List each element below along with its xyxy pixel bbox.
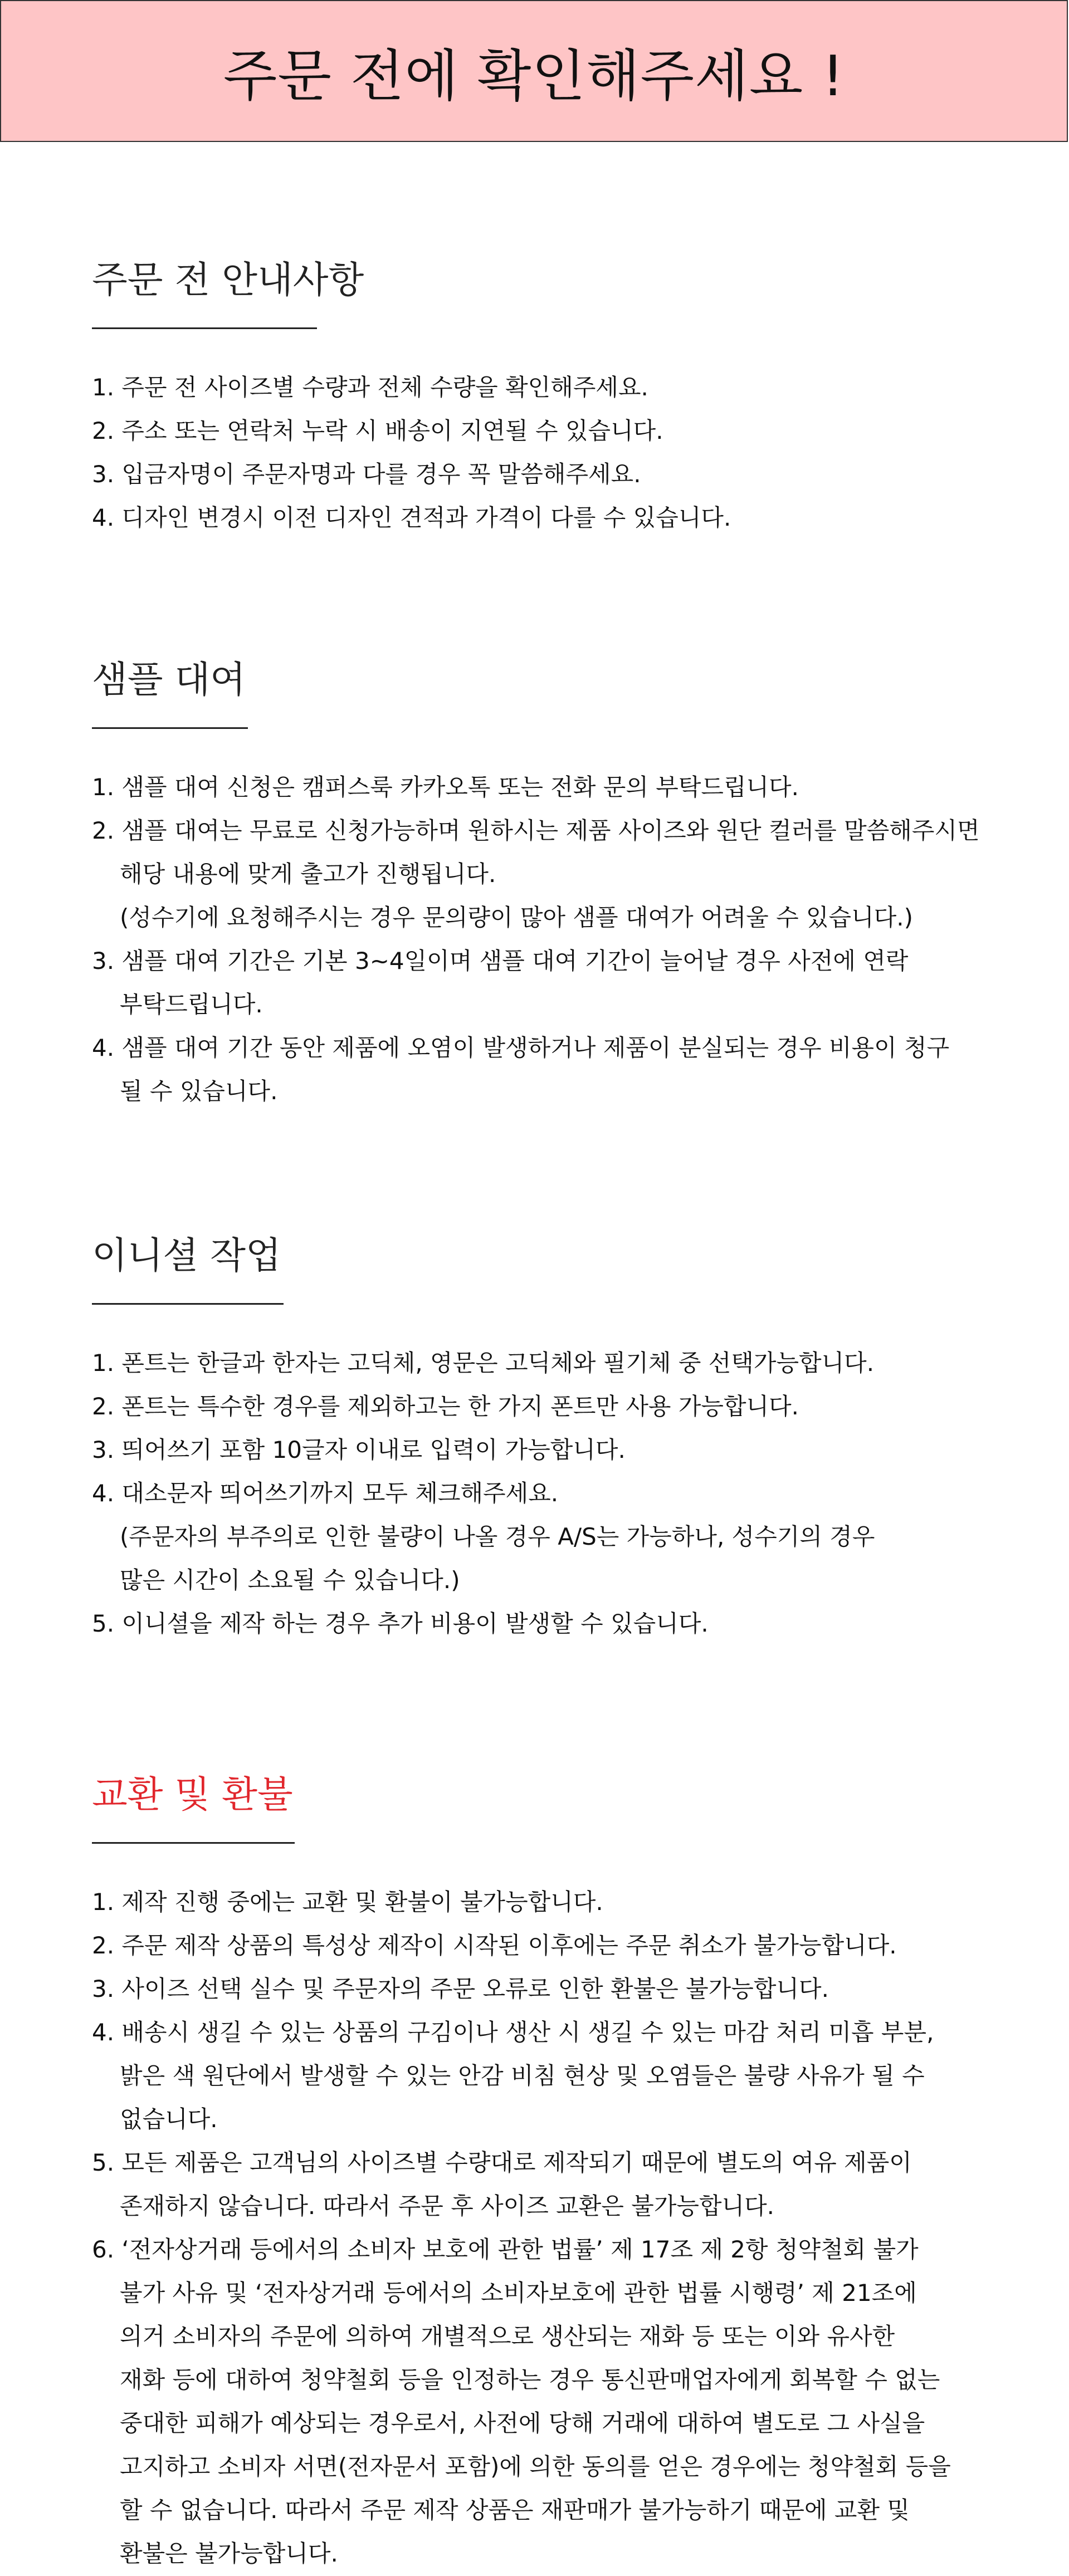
list-item-line: 부탁드립니다. <box>120 991 263 1018</box>
list-item <box>92 939 1039 1026</box>
list-item-line: 중대한 피해가 예상되는 경우로서, 사전에 당해 거래에 대하여 별도로 그 사실을 <box>120 2410 925 2437</box>
list-item-line: 2. 폰트는 특수한 경우를 제외하고는 한 가지 폰트만 사용 가능합니다. <box>92 1393 799 1420</box>
list-item <box>92 2011 1039 2141</box>
list-item-line: 해당 내용에 맞게 출고가 진행됩니다. <box>120 860 496 888</box>
list-item-line: 존재하지 않습니다. 따라서 주문 후 사이즈 교환은 불가능합니다. <box>120 2192 775 2220</box>
list-item-line: 3. 입금자명이 주문자명과 다를 경우 꼭 말씀해주세요. <box>92 461 641 488</box>
list-item-line: 불가 사유 및 ‘전자상거래 등에서의 소비자보호에 관한 법률 시행령’ 제 21조에 <box>120 2279 917 2306</box>
list-item-line: 4. 디자인 변경시 이전 디자인 견적과 가격이 다를 수 있습니다. <box>92 504 731 531</box>
list-item-line: 5. 이니셜을 제작 하는 경우 추가 비용이 발생할 수 있습니다. <box>92 1610 709 1637</box>
section-title: 주문 전 안내사항 <box>92 258 364 301</box>
notice-list <box>92 766 1039 1113</box>
list-item-line: 3. 띄어쓰기 포함 10글자 이내로 입력이 가능합니다. <box>92 1436 626 1463</box>
list-item <box>92 1428 1039 1472</box>
list-item-line: 재화 등에 대하여 청약철회 등을 인정하는 경우 통신판매업자에게 회복할 수 없는 <box>120 2366 940 2393</box>
list-item-line: 2. 주소 또는 연락처 누락 시 배송이 지연될 수 있습니다. <box>92 417 663 444</box>
notice-list <box>92 366 1039 540</box>
banner-title: 주문 전에 확인해주세요 ! <box>223 43 845 109</box>
list-item-line: 4. 대소문자 띄어쓰기까지 모두 체크해주세요. <box>92 1480 559 1507</box>
list-item <box>92 1602 1039 1645</box>
list-item-line: 고지하고 소비자 서면(전자문서 포함)에 의한 동의를 얻은 경우에는 청약철회 등을 <box>120 2453 951 2480</box>
section-title: 이니셜 작업 <box>92 1234 281 1277</box>
list-item-line: 3. 사이즈 선택 실수 및 주문자의 주문 오류로 인한 환불은 불가능합니다. <box>92 1975 829 2002</box>
list-item <box>92 1026 1039 1113</box>
list-item <box>92 809 1039 939</box>
list-item-line: 없습니다. <box>120 2105 218 2133</box>
list-item-line: 1. 폰트는 한글과 한자는 고딕체, 영문은 고딕체와 필기체 중 선택가능합니다. <box>92 1349 875 1377</box>
list-item <box>92 2141 1039 2228</box>
section-initial-work <box>92 1234 1039 1645</box>
list-item-line: (주문자의 부주의로 인한 불량이 나올 경우 A/S는 가능하나, 성수기의 경우 <box>120 1523 875 1550</box>
title-underline <box>92 1842 295 1844</box>
list-item-line: 1. 주문 전 사이즈별 수량과 전체 수량을 확인해주세요. <box>92 374 648 401</box>
list-item-line: (성수기에 요청해주시는 경우 문의량이 많아 샘플 대여가 어려울 수 있습니다.) <box>120 904 914 931</box>
notice-banner <box>0 0 1068 142</box>
list-item <box>92 2228 1039 2575</box>
section-title: 샘플 대여 <box>92 658 246 701</box>
section-title: 교환 및 환불 <box>92 1773 293 1816</box>
list-item-line: 밝은 색 원단에서 발생할 수 있는 안감 비침 현상 및 오염들은 불량 사유가 될 수 <box>120 2062 925 2089</box>
list-item-line: 될 수 있습니다. <box>120 1078 278 1105</box>
list-item <box>92 1880 1039 1924</box>
list-item-line: 3. 샘플 대여 기간은 기본 3~4일이며 샘플 대여 기간이 늘어날 경우 사전에 연락 <box>92 947 909 974</box>
list-item <box>92 409 1039 453</box>
list-item <box>92 1472 1039 1602</box>
list-item-line: 2. 샘플 대여는 무료로 신청가능하며 원하시는 제품 사이즈와 원단 컬러를 말씀해주시면 <box>92 817 980 844</box>
notice-list <box>92 1880 1039 2575</box>
list-item-line: 환불은 불가능합니다. <box>120 2540 338 2567</box>
title-underline <box>92 327 317 329</box>
list-item <box>92 1341 1039 1385</box>
list-item-line: 많은 시간이 소요될 수 있습니다.) <box>120 1566 460 1594</box>
list-item <box>92 453 1039 496</box>
list-item-line: 의거 소비자의 주문에 의하여 개별적으로 생산되는 재화 등 또는 이와 유사한 <box>120 2323 895 2350</box>
title-underline <box>92 727 248 729</box>
list-item-line: 4. 샘플 대여 기간 동안 제품에 오염이 발생하거나 제품이 분실되는 경우 비용이 청구 <box>92 1034 950 1061</box>
list-item-line: 2. 주문 제작 상품의 특성상 제작이 시작된 이후에는 주문 취소가 불가능합니다. <box>92 1932 897 1959</box>
list-item-line: 1. 샘플 대여 신청은 캠퍼스룩 카카오톡 또는 전화 문의 부탁드립니다. <box>92 773 799 801</box>
list-item-line: 할 수 없습니다. 따라서 주문 제작 상품은 재판매가 불가능하기 때문에 교환 및 <box>120 2496 910 2524</box>
list-item-line: 6. ‘전자상거래 등에서의 소비자 보호에 관한 법률’ 제 17조 제 2항 청약철회 불가 <box>92 2236 919 2263</box>
list-item-line: 5. 모든 제품은 고객님의 사이즈별 수량대로 제작되기 때문에 별도의 여유 제품이 <box>92 2149 912 2176</box>
title-underline <box>92 1303 284 1305</box>
list-item-line: 4. 배송시 생길 수 있는 상품의 구김이나 생산 시 생길 수 있는 마감 처리 미흡 부분, <box>92 2019 934 2046</box>
list-item <box>92 1385 1039 1428</box>
list-item-line: 1. 제작 진행 중에는 교환 및 환불이 불가능합니다. <box>92 1888 603 1916</box>
section-pre-order-notice <box>92 258 1039 540</box>
list-item <box>92 766 1039 809</box>
list-item <box>92 1924 1039 1967</box>
list-item <box>92 1967 1039 2011</box>
list-item <box>92 496 1039 540</box>
section-sample-rental <box>92 658 1039 1113</box>
notice-list <box>92 1341 1039 1645</box>
section-exchange-refund <box>92 1773 1039 2575</box>
list-item <box>92 366 1039 409</box>
